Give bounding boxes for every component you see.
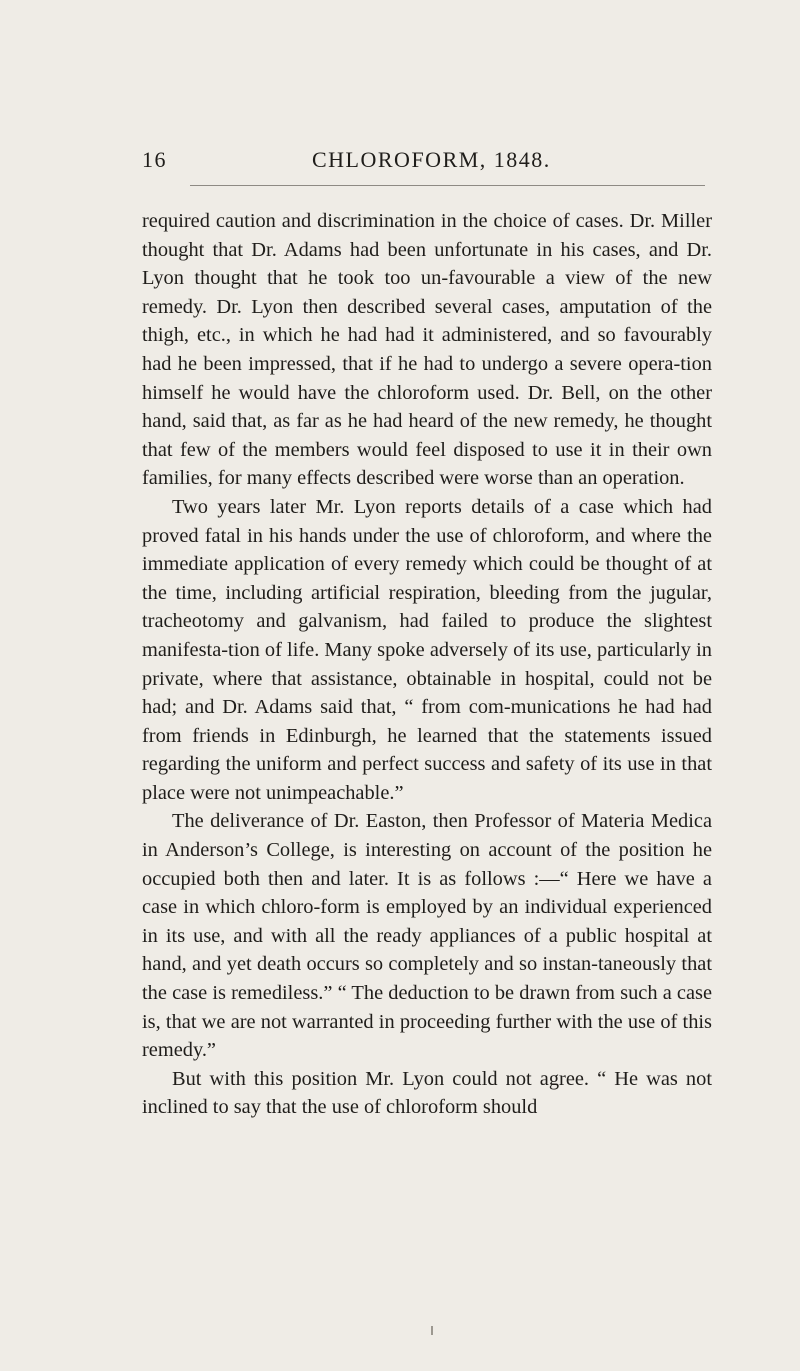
paragraph-lyon-disagrees: But with this position Mr. Lyon could not agree. “ He was not inclined to say that the use of chloroform should [142,1067,712,1119]
page-number: 16 [142,147,167,172]
running-head [142,147,682,177]
paper-speck [431,1326,433,1335]
header-rule [190,185,705,186]
paragraph-continued: required caution and discrimination in the choice of cases. Dr. Miller thought that Dr. Adams had been unfortunate in his cases, and Dr. Lyon thought that he took too un-favourable a view of the new remedy. Dr. Lyon then described several cases, amputation of the thigh, etc., in which he had had it administered, and so favourably had he been impressed, that if he had to undergo a severe opera-tion himself he would have the chloroform used. Dr. Bell, on the other hand, said that, as far as he had heard of the new remedy, he thought that few of the members would feel disposed to use it in their own families, for many effects described were worse than an operation. [142,210,712,490]
paragraph-lyon-fatal-case: Two years later Mr. Lyon reports details of a case which had proved fatal in his hands under the use of chloroform, and where the immediate application of every remedy which could be thought of at the time, including artificial respiration, bleeding from the jugular, tracheotomy and galvanism, had failed to produce the slightest manifesta-tion of life. Many spoke adversely of its use, particularly in private, where that assistance, obtainable in hospital, could not be had; and Dr. Adams said that, “ from com-munications he had had from friends in Edinburgh, he learned that the statements issued regarding the uniform and perfect success and safety of its use in that place were not unimpeachable.” [142,495,712,804]
paragraph-easton-deliverance: The deliverance of Dr. Easton, then Professor of Materia Medica in Anderson’s College, is interesting on account of the position he occupied both then and later. It is as follows :—“ Here we have a case in which chloro-form is employed by an individual experienced in its use, and with all the ready appliances of a public hospital at hand, and yet death occurs so completely and so instan-taneously that the case is remediless.” “ The deduction to be drawn from such a case is, that we are not warranted in proceeding further with the use of this remedy.” [142,810,712,1062]
running-title: CHLOROFORM, 1848. [312,147,551,172]
body-text [142,207,712,1122]
